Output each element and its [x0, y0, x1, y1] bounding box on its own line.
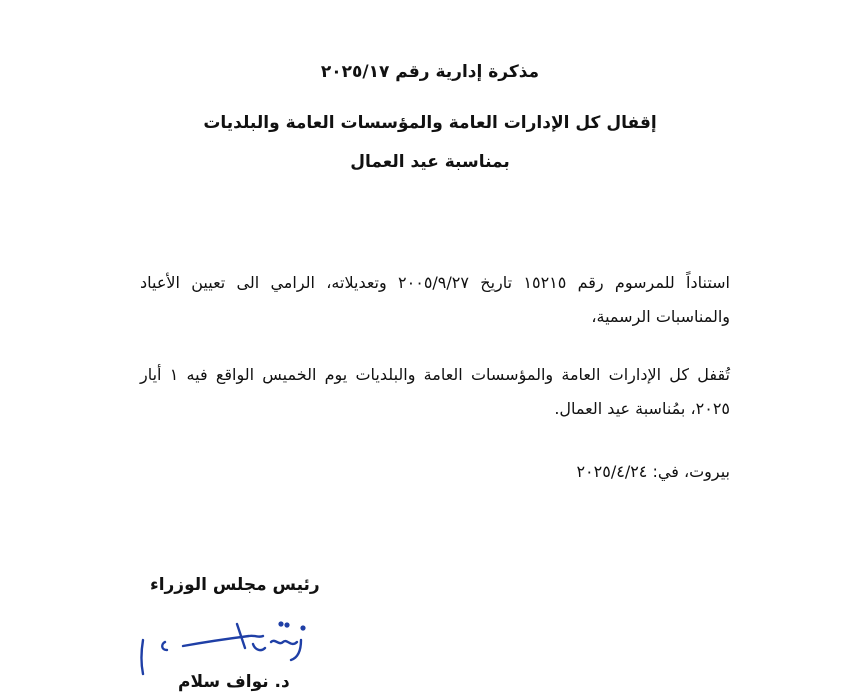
memo-number: مذكرة إدارية رقم ٢٠٢٥/١٧: [320, 62, 540, 82]
signatory-title: رئيس مجلس الوزراء: [150, 575, 320, 595]
body-paragraph-2: تُقفل كل الإدارات العامة والمؤسسات العامة والبلديات يوم الخميس الواقع فيه ١ أيار ٢٠٢٥، بمُناسبة عيد العمال.: [140, 365, 730, 418]
memo-title-line-2: بمناسبة عيد العمال: [350, 152, 510, 172]
memo-title-line-1: إقفال كل الإدارات العامة والمؤسسات العامة والبلديات: [203, 113, 657, 133]
signatory-name: د. نواف سلام: [178, 672, 290, 692]
signature-strokes: [142, 623, 305, 674]
date-line: بيروت، في: ٢٠٢٥/٤/٢٤: [576, 462, 730, 481]
body-paragraph-1: استناداً للمرسوم رقم ١٥٢١٥ تاريخ ٢٠٠٥/٩/٢٧ وتعديلاته، الرامي الى تعيين الأعياد والمناسبات الرسمية،: [140, 273, 731, 326]
